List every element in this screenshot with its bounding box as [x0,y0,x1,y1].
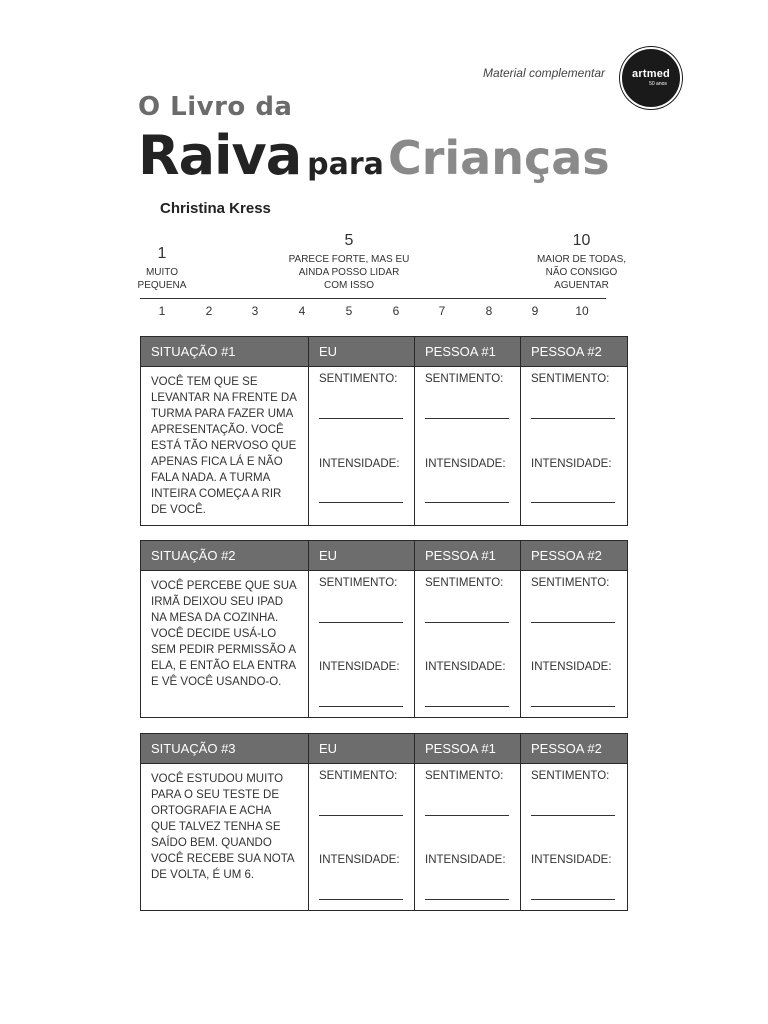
sentimento-label: SENTIMENTO: [319,770,398,782]
intensidade-label: INTENSIDADE: [425,458,506,470]
col-pessoa2: PESSOA #2 [521,337,628,367]
pessoa2-cell [521,367,628,526]
intensidade-answer-line[interactable] [531,899,615,900]
sentimento-answer-line[interactable] [425,622,509,623]
col-eu: EU [309,541,415,571]
scale-tick: 10 [575,304,589,318]
eu-cell [309,571,415,718]
sentimento-label: SENTIMENTO: [531,373,610,385]
title-para: para [307,147,384,182]
sentimento-answer-line[interactable] [319,418,403,419]
eu-cell [309,764,415,911]
intensidade-answer-line[interactable] [425,502,509,503]
scale-anchor-5 [286,232,412,292]
situation-text: VOCÊ PERCEBE QUE SUA IRMÃ DEIXOU SEU IPAD NA MESA DA COZINHA. VOCÊ DECIDE USÁ-LO SEM PEDIR PERMISSÃO A ELA, E ENTÃO ELA ENTRA E VÊ VOCÊ USANDO-O. [141,571,309,718]
intensidade-answer-line[interactable] [531,706,615,707]
scale-anchor-1 [132,245,192,292]
situation-table-1 [140,336,628,526]
intensidade-label: INTENSIDADE: [531,661,612,673]
title-criancas: Crianças [387,131,610,185]
sentimento-label: SENTIMENTO: [425,577,504,589]
situation-title: SITUAÇÃO #2 [141,541,309,571]
scale-tick: 8 [485,304,493,318]
intensidade-answer-line[interactable] [319,706,403,707]
scale-tick: 4 [298,304,306,318]
col-eu: EU [309,337,415,367]
situation-title: SITUAÇÃO #3 [141,734,309,764]
sentimento-label: SENTIMENTO: [531,770,610,782]
sentimento-answer-line[interactable] [319,622,403,623]
situation-table-2 [140,540,628,718]
pessoa1-cell [415,764,521,911]
intensidade-answer-line[interactable] [425,706,509,707]
pessoa2-cell [521,571,628,718]
scale-anchor-10 [534,232,629,292]
col-pessoa1: PESSOA #1 [415,734,521,764]
logo-brand: artmed [632,68,670,80]
sentimento-answer-line[interactable] [531,815,615,816]
intensidade-label: INTENSIDADE: [425,661,506,673]
sentimento-label: SENTIMENTO: [319,373,398,385]
artmed-logo [620,47,682,109]
title-line2 [138,124,610,187]
scale-anchor-num: 1 [157,245,167,262]
sentimento-label: SENTIMENTO: [425,770,504,782]
col-pessoa2: PESSOA #2 [521,541,628,571]
intensidade-answer-line[interactable] [319,502,403,503]
sentimento-answer-line[interactable] [531,622,615,623]
scale-tick: 9 [531,304,539,318]
sentimento-label: SENTIMENTO: [319,577,398,589]
intensidade-answer-line[interactable] [319,899,403,900]
sentimento-answer-line[interactable] [425,815,509,816]
sentimento-answer-line[interactable] [425,418,509,419]
intensidade-answer-line[interactable] [425,899,509,900]
intensidade-answer-line[interactable] [531,502,615,503]
situation-text: VOCÊ ESTUDOU MUITO PARA O SEU TESTE DE ORTOGRAFIA E ACHA QUE TALVEZ TENHA SE SAÍDO BEM. QUANDO VOCÊ RECEBE SUA NOTA DE VOLTA, É UM 6. [141,764,309,911]
scale-tick: 1 [158,304,166,318]
col-pessoa2: PESSOA #2 [521,734,628,764]
col-pessoa1: PESSOA #1 [415,541,521,571]
scale-anchor-label: PARECE FORTE, MAS EU AINDA POSSO LIDAR COM ISSO [288,254,410,291]
sentimento-label: SENTIMENTO: [425,373,504,385]
intensidade-label: INTENSIDADE: [425,854,506,866]
scale-tick: 6 [392,304,400,318]
scale-tick: 5 [345,304,353,318]
col-pessoa1: PESSOA #1 [415,337,521,367]
author: Christina Kress [160,200,271,217]
situation-table-3 [140,733,628,911]
logo-years: 50 anos [649,81,667,87]
scale-anchor-label: MAIOR DE TODAS, NÃO CONSIGO AGUENTAR [536,254,627,291]
sentimento-label: SENTIMENTO: [531,577,610,589]
scale-anchor-num: 5 [344,232,354,249]
scale-line [140,298,606,299]
intensidade-label: INTENSIDADE: [319,854,400,866]
sentimento-answer-line[interactable] [531,418,615,419]
col-eu: EU [309,734,415,764]
pessoa2-cell [521,764,628,911]
pessoa1-cell [415,367,521,526]
material-label: Material complementar [482,66,605,80]
scale-tick: 3 [251,304,259,318]
title-line1: O Livro da [138,92,293,122]
scale-anchor-num: 10 [572,232,591,249]
scale-anchor-label: MUITO PEQUENA [137,267,187,291]
intensidade-label: INTENSIDADE: [319,661,400,673]
sentimento-answer-line[interactable] [319,815,403,816]
pessoa1-cell [415,571,521,718]
eu-cell [309,367,415,526]
situation-title: SITUAÇÃO #1 [141,337,309,367]
situation-text: VOCÊ TEM QUE SE LEVANTAR NA FRENTE DA TURMA PARA FAZER UMA APRESENTAÇÃO. VOCÊ ESTÁ TÃO NERVOSO QUE APENAS FICA LÁ E NÃO FALA NADA. A TURMA INTEIRA COMEÇA A RIR DE VOCÊ. [141,367,309,526]
title-raiva: Raiva [138,124,302,187]
scale-tick: 7 [438,304,446,318]
scale-tick: 2 [205,304,213,318]
intensidade-label: INTENSIDADE: [319,458,400,470]
intensidade-label: INTENSIDADE: [531,458,612,470]
intensidade-label: INTENSIDADE: [531,854,612,866]
